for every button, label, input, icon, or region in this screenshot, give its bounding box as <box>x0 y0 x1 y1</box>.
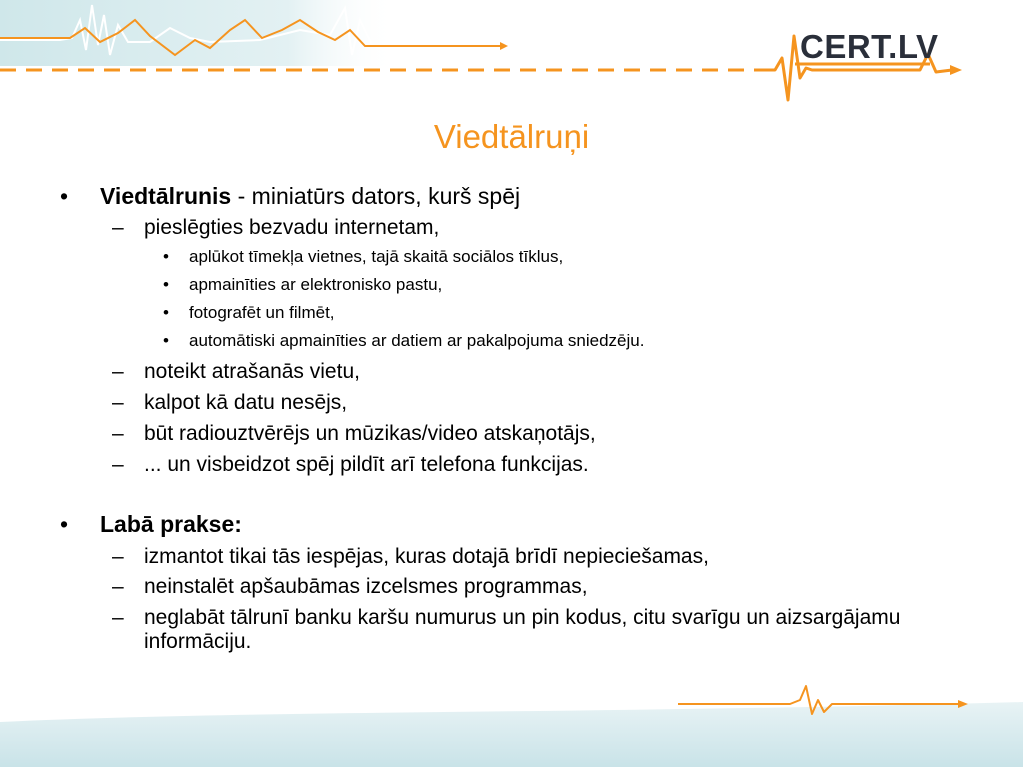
bullet-bold-term: Labā prakse: <box>100 511 242 537</box>
bullet-marker: • <box>163 331 169 350</box>
cert-lv-logo: CERT.LV <box>800 28 939 65</box>
dash-marker: – <box>112 575 124 598</box>
slide-title: Viedtālruņi <box>433 118 590 155</box>
dash-marker: – <box>112 391 124 414</box>
sub-item-text: pieslēgties bezvadu internetam, <box>144 216 440 239</box>
sub-sub-item-text: automātiski apmainīties ar datiem ar pakalpojuma sniedzēju. <box>189 331 645 350</box>
sub-item-text: ... un visbeidzot spēj pildīt arī telefona funkcijas. <box>144 453 589 476</box>
dash-marker: – <box>112 216 124 239</box>
sub-item-text: būt radiouztvērējs un mūzikas/video atskaņotājs, <box>144 422 596 445</box>
bullet-marker: • <box>163 247 169 266</box>
dash-marker: – <box>112 606 124 629</box>
dash-marker: – <box>112 453 124 476</box>
sub-sub-item-text: aplūkot tīmekļa vietnes, tajā skaitā sociālos tīklus, <box>189 247 564 266</box>
bullet-marker: • <box>163 275 169 294</box>
sub-item-text: neglabāt tālrunī banku karšu numurus un pin kodus, citu svarīgu un aizsargājamu informāciju. <box>144 606 901 653</box>
bullet-marker: • <box>163 303 169 322</box>
sub-sub-item-text: apmainīties ar elektronisko pastu, <box>189 275 443 294</box>
sub-item-text: izmantot tikai tās iespējas, kuras dotajā brīdī nepieciešamas, <box>144 545 709 568</box>
dash-marker: – <box>112 545 124 568</box>
sub-item-text: noteikt atrašanās vietu, <box>144 360 360 383</box>
bullet-marker: • <box>60 183 69 209</box>
sub-sub-item-text: fotografēt un filmēt, <box>189 303 335 322</box>
sub-item-text: neinstalēt apšaubāmas izcelsmes programmas, <box>144 575 588 598</box>
bullet-text: - miniatūrs dators, kurš spēj <box>231 183 521 209</box>
bullet-bold-term: Viedtālrunis <box>100 183 232 209</box>
footer-waveform-graphic <box>0 680 1023 767</box>
dash-marker: – <box>112 422 124 445</box>
dash-marker: – <box>112 360 124 383</box>
bullet-marker: • <box>60 511 69 537</box>
sub-item-text: kalpot kā datu nesējs, <box>144 391 348 414</box>
